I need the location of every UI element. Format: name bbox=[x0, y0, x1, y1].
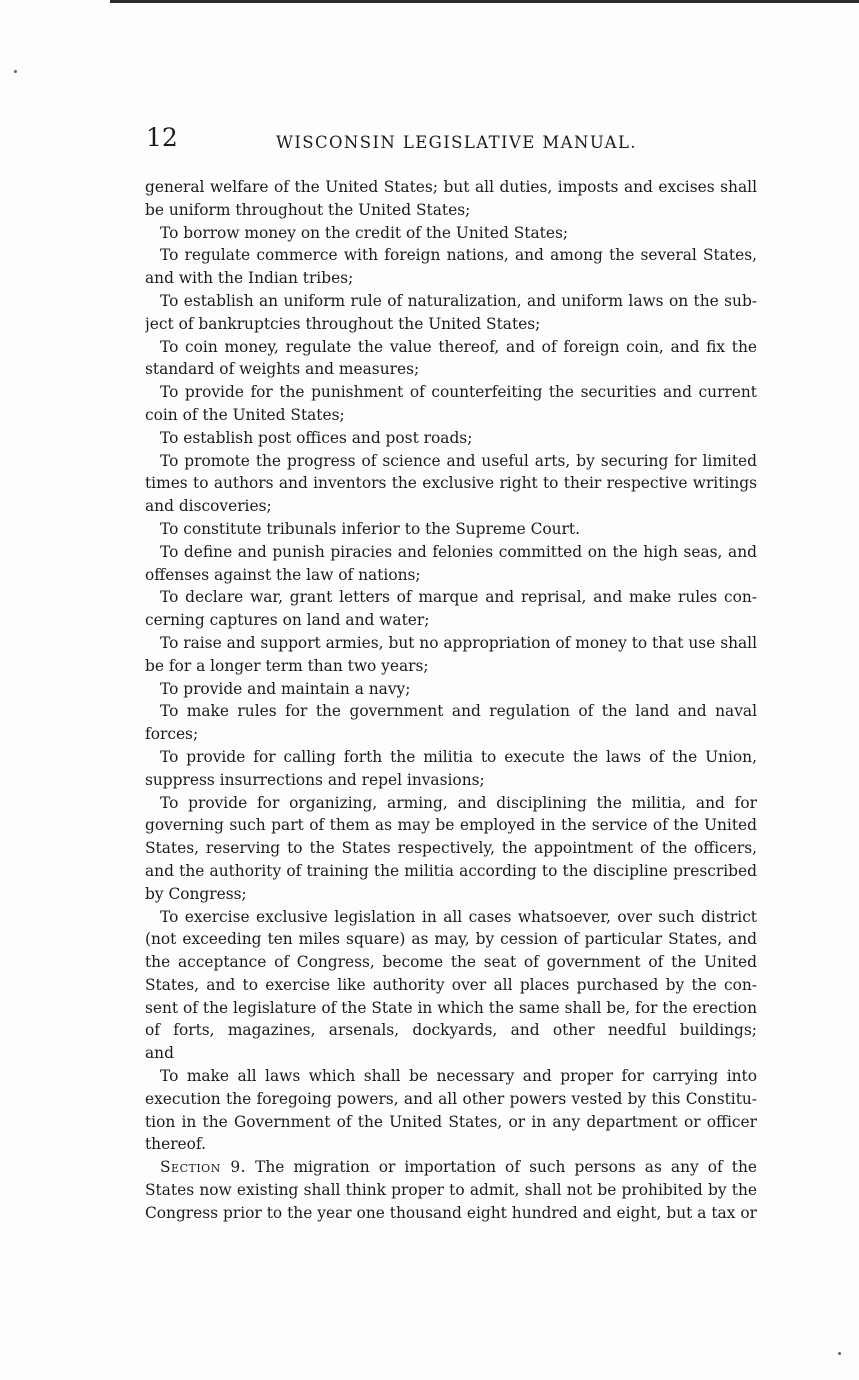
text-line: To make rules for the government and regulation of the land and naval bbox=[160, 702, 757, 721]
section-label: Section 9. bbox=[160, 1158, 247, 1177]
text-line: coin of the United States; bbox=[145, 405, 345, 424]
running-head bbox=[146, 124, 758, 154]
text-line: To raise and support armies, but no appropriation of money to that use shall bbox=[160, 633, 757, 652]
text-line: To define and punish piracies and felonies committed on the high seas, and bbox=[160, 542, 757, 561]
text-line: standard of weights and measures; bbox=[145, 360, 420, 379]
text-line: To exercise exclusive legislation in all cases whatsoever, over such district bbox=[160, 907, 757, 926]
text-line: times to authors and inventors the exclusive right to their respective writings bbox=[145, 474, 757, 493]
paper-speck bbox=[14, 70, 17, 73]
text-line: the acceptance of Congress, become the seat of government of the United bbox=[145, 953, 757, 972]
text-line: ject of bankruptcies throughout the United States; bbox=[145, 314, 541, 333]
text-body bbox=[145, 176, 757, 1225]
text-line: general welfare of the United States; but all duties, imposts and excises shall bbox=[145, 178, 757, 196]
top-edge-rule bbox=[110, 0, 859, 3]
text-line: sent of the legislature of the State in which the same shall be, for the erection bbox=[145, 998, 757, 1017]
text-line: To provide for calling forth the militia to execute the laws of the Union, bbox=[160, 747, 757, 766]
text-line: execution the foregoing powers, and all other powers vested by this Constitu- bbox=[145, 1089, 757, 1108]
text-line: To regulate commerce with foreign nations, and among the several States, bbox=[160, 246, 757, 265]
text-line: (not exceeding ten miles square) as may, by cession of particular States, and bbox=[145, 930, 757, 949]
manual-title: WISCONSIN LEGISLATIVE MANUAL. bbox=[276, 133, 637, 152]
text-line: States, reserving to the States respectively, the appointment of the officers, bbox=[145, 839, 757, 858]
section-9-line bbox=[145, 1156, 757, 1179]
page-number: 12 bbox=[146, 123, 178, 152]
text-line: To declare war, grant letters of marque and reprisal, and make rules con- bbox=[160, 588, 757, 607]
text-line: To establish post offices and post roads; bbox=[160, 428, 473, 447]
text-line: To establish an uniform rule of naturalization, and uniform laws on the sub- bbox=[160, 291, 757, 310]
text-line: thereof. bbox=[145, 1135, 206, 1154]
text-line: and bbox=[145, 1044, 174, 1063]
text-line: by Congress; bbox=[145, 884, 247, 903]
text-line: To promote the progress of science and useful arts, by securing for limited bbox=[160, 451, 757, 470]
text-line: To borrow money on the credit of the United States; bbox=[160, 223, 569, 242]
text-line: To provide for organizing, arming, and disciplining the militia, and for bbox=[160, 793, 757, 812]
text-line: To provide for the punishment of counterfeiting the securities and current bbox=[160, 383, 757, 402]
text-line: offenses against the law of nations; bbox=[145, 565, 421, 584]
text-line: and discoveries; bbox=[145, 497, 272, 516]
text-line: of forts, magazines, arsenals, dockyards, and other needful buildings; bbox=[145, 1021, 757, 1040]
section-text: The migration or importation of such persons as any of the bbox=[255, 1158, 757, 1177]
text-line: States, and to exercise like authority over all places purchased by the con- bbox=[145, 975, 757, 994]
text-line: be for a longer term than two years; bbox=[145, 656, 429, 675]
text-line: States now existing shall think proper to admit, shall not be prohibited by the bbox=[145, 1181, 757, 1200]
text-line: To provide and maintain a navy; bbox=[160, 679, 411, 698]
text-line: To coin money, regulate the value thereof, and of foreign coin, and fix the bbox=[160, 337, 757, 356]
text-line: suppress insurrections and repel invasions; bbox=[145, 770, 485, 789]
text-line: and the authority of training the militia according to the discipline prescribed bbox=[145, 861, 757, 880]
text-line: To constitute tribunals inferior to the Supreme Court. bbox=[160, 519, 580, 538]
text-line: tion in the Government of the United States, or in any department or officer bbox=[145, 1112, 757, 1131]
paper-speck bbox=[838, 1352, 841, 1355]
text-line: governing such part of them as may be employed in the service of the United bbox=[145, 816, 757, 835]
text-line: be uniform throughout the United States; bbox=[145, 200, 471, 219]
text-line: cerning captures on land and water; bbox=[145, 611, 430, 630]
text-line: Congress prior to the year one thousand eight hundred and eight, but a tax or bbox=[145, 1203, 757, 1222]
text-line: To make all laws which shall be necessary and proper for carrying into bbox=[160, 1067, 757, 1086]
text-line: and with the Indian tribes; bbox=[145, 269, 354, 288]
text-line: forces; bbox=[145, 725, 199, 744]
